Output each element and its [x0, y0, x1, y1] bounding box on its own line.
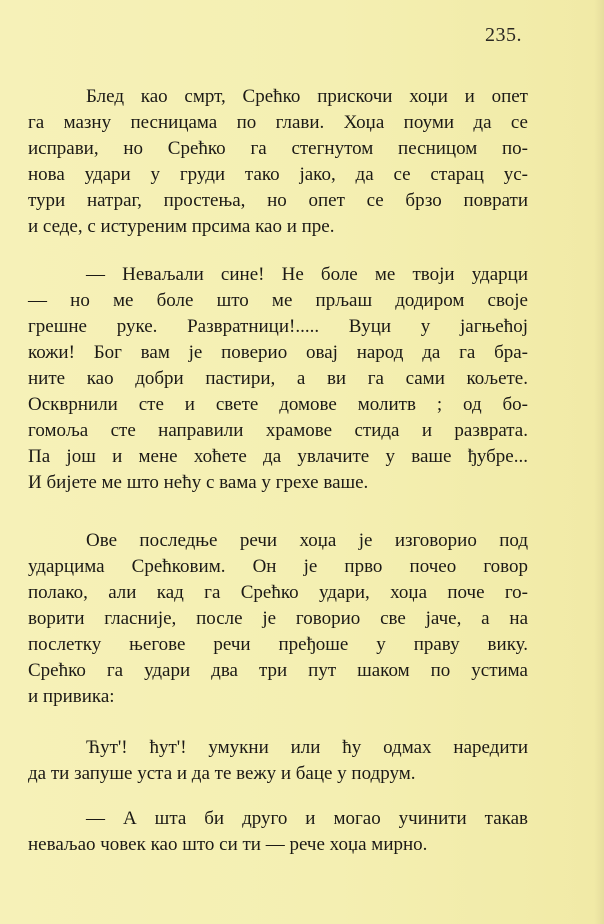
text-line: Ове последње речи хоџа је изговорио под	[86, 530, 528, 551]
text-line: тури натраг, простења, но опет се брзо поврати	[28, 190, 528, 211]
paragraph-2	[28, 262, 528, 496]
text-line: ударцима Срећковим. Он је прво почео говор	[28, 556, 528, 577]
paragraph-3	[28, 528, 528, 710]
text-line: гомоља сте направили храмове стида и разврата.	[28, 420, 528, 441]
text-line: кожи! Бог вам је поверио овај народ да га бра-	[28, 342, 528, 363]
paragraph-1	[28, 84, 528, 240]
text-line: нова удари у груди тако јако, да се старац ус-	[28, 164, 528, 185]
text-line: га мазну песницама по глави. Хоџа поуми да се	[28, 112, 528, 133]
text-line: и седе, с истуреним прсима као и пре.	[28, 216, 335, 237]
page-number: 235.	[485, 24, 522, 46]
text-line: ните као добри пастири, а ви га сами кољете.	[28, 368, 528, 389]
text-line: Па још и мене хоћете да увлачите у ваше ђубре...	[28, 446, 528, 467]
text-line: — Невaљали сине! Не боле ме твоји ударци	[86, 264, 528, 285]
text-line: полако, али кад га Срећко удари, хоџа поче го-	[28, 582, 528, 603]
paragraph-4	[28, 735, 528, 787]
text-line: — А шта би друго и могао учинити такав	[86, 808, 528, 829]
text-line: Оскврнили сте и свете домове молитв ; од бо-	[28, 394, 528, 415]
text-line: — но ме боле што ме прљаш додиром своје	[28, 290, 528, 311]
paragraph-5	[28, 806, 528, 858]
text-line: послетку његове речи пређоше у праву вику.	[28, 634, 528, 655]
text-line: грешне руке. Развратници!..... Вуци у јагњећој	[28, 316, 528, 337]
text-line: Ћут'! ћут'! умукни или ћу одмах наредити	[86, 737, 528, 758]
text-line: Блед као смрт, Срећко прискочи хоџи и опет	[86, 86, 528, 107]
text-line: ворити гласније, после је говорио све јаче, а на	[28, 608, 528, 629]
text-line: да ти запуше уста и да те вежу и баце у подрум.	[28, 763, 416, 784]
text-line: исправи, но Срећко га стегнутом песницом по-	[28, 138, 528, 159]
text-line: И бијете ме што нећу с вама у грехе ваше.	[28, 472, 369, 493]
text-line: неваљао човек као што си ти — рече хоџа мирно.	[28, 834, 428, 855]
text-line: и привика:	[28, 686, 115, 707]
text-line: Срећко га удари два три пут шаком по устима	[28, 660, 528, 681]
page-edge-shadow	[594, 0, 604, 924]
